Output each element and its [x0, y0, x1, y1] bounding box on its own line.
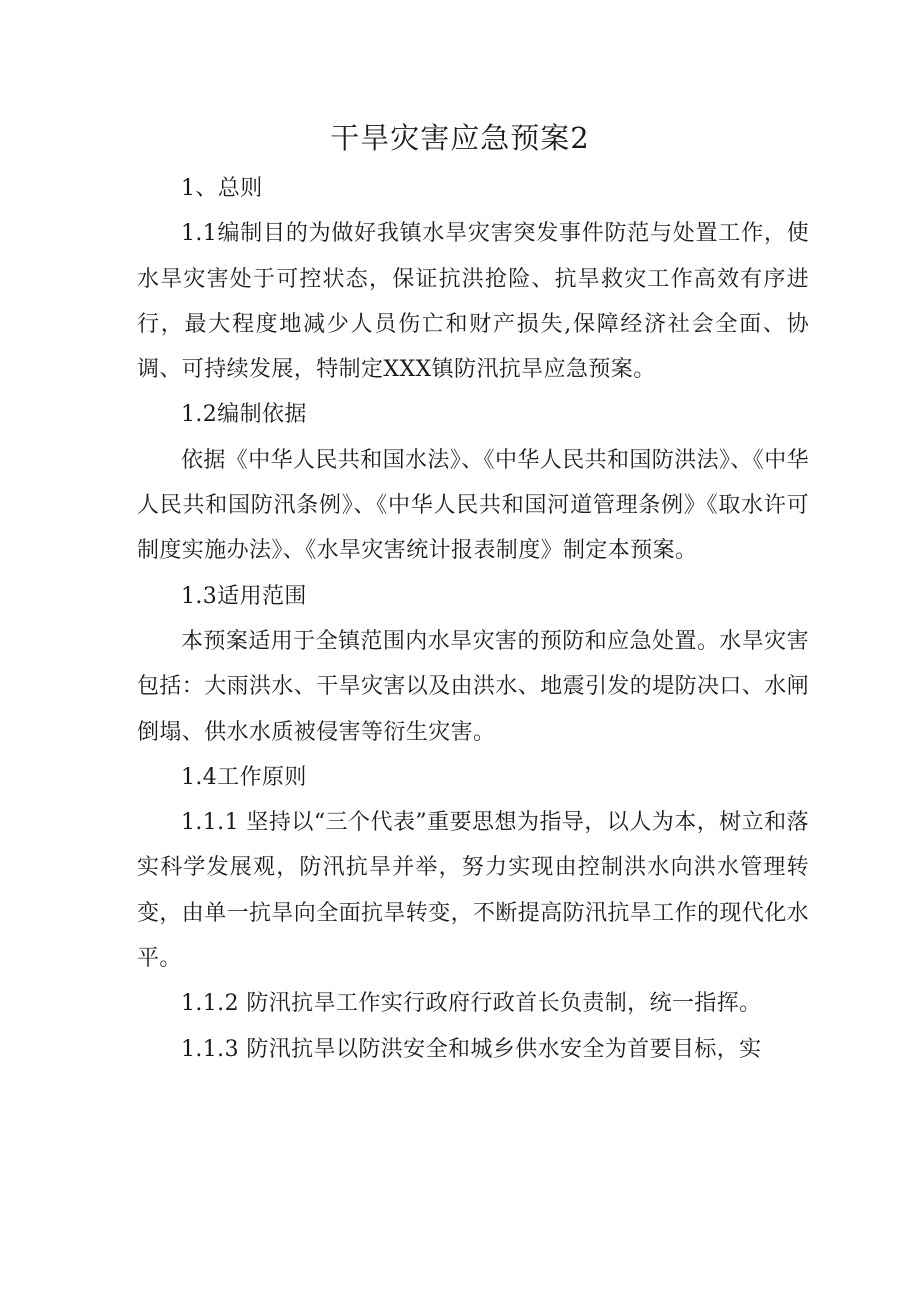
section-heading-1-4: 1.4工作原则: [181, 764, 307, 790]
section-heading-1-3: 1.3适用范围: [181, 583, 307, 609]
section-heading-1: 1、总则: [181, 176, 263, 201]
paragraph-principle-3: 1.1.3 防汛抗旱以防洪安全和城乡供水安全为首要目标，实: [181, 1036, 762, 1062]
document-body: [137, 166, 809, 1072]
paragraph-scope: 本预案适用于全镇范围内水旱灾害的预防和应急处置。水旱灾害包括：大雨洪水、干旱灾害以及由洪水、地震引发的堤防决口、水闸倒塌、供水水质被侵害等衍生灾害。: [137, 628, 810, 745]
paragraph-purpose: 1.1编制目的为做好我镇水旱灾害突发事件防范与处置工作，使水旱灾害处于可控状态，保证抗洪抢险、抗旱救灾工作高效有序进行，最大程度地减少人员伤亡和财产损失,保障经济社会全面、协调、可持续发展，特制定XXX镇防汛抗旱应急预案。: [137, 221, 809, 383]
paragraph-basis: 依据《中华人民共和国水法》、《中华人民共和国防洪法》、《中华人民共和国防汛条例》、《中华人民共和国河道管理条例》《取水许可制度实施办法》、《水旱灾害统计报表制度》制定本预案。: [137, 447, 810, 564]
paragraph-principle-2: 1.1.2 防汛抗旱工作实行政府行政首长负责制，统一指挥。: [181, 991, 762, 1017]
page-title: 干旱灾害应急预案2: [330, 121, 590, 155]
section-heading-1-2: 1.2编制依据: [181, 402, 307, 428]
paragraph-principle-1: 1.1.1 坚持以“三个代表”重要思想为指导，以人为本，树立和落实科学发展观，防汛抗旱并举，努力实现由控制洪水向洪水管理转变，由单一抗旱向全面抗旱转变，不断提高防汛抗旱工作的现代化水平。: [137, 810, 810, 972]
